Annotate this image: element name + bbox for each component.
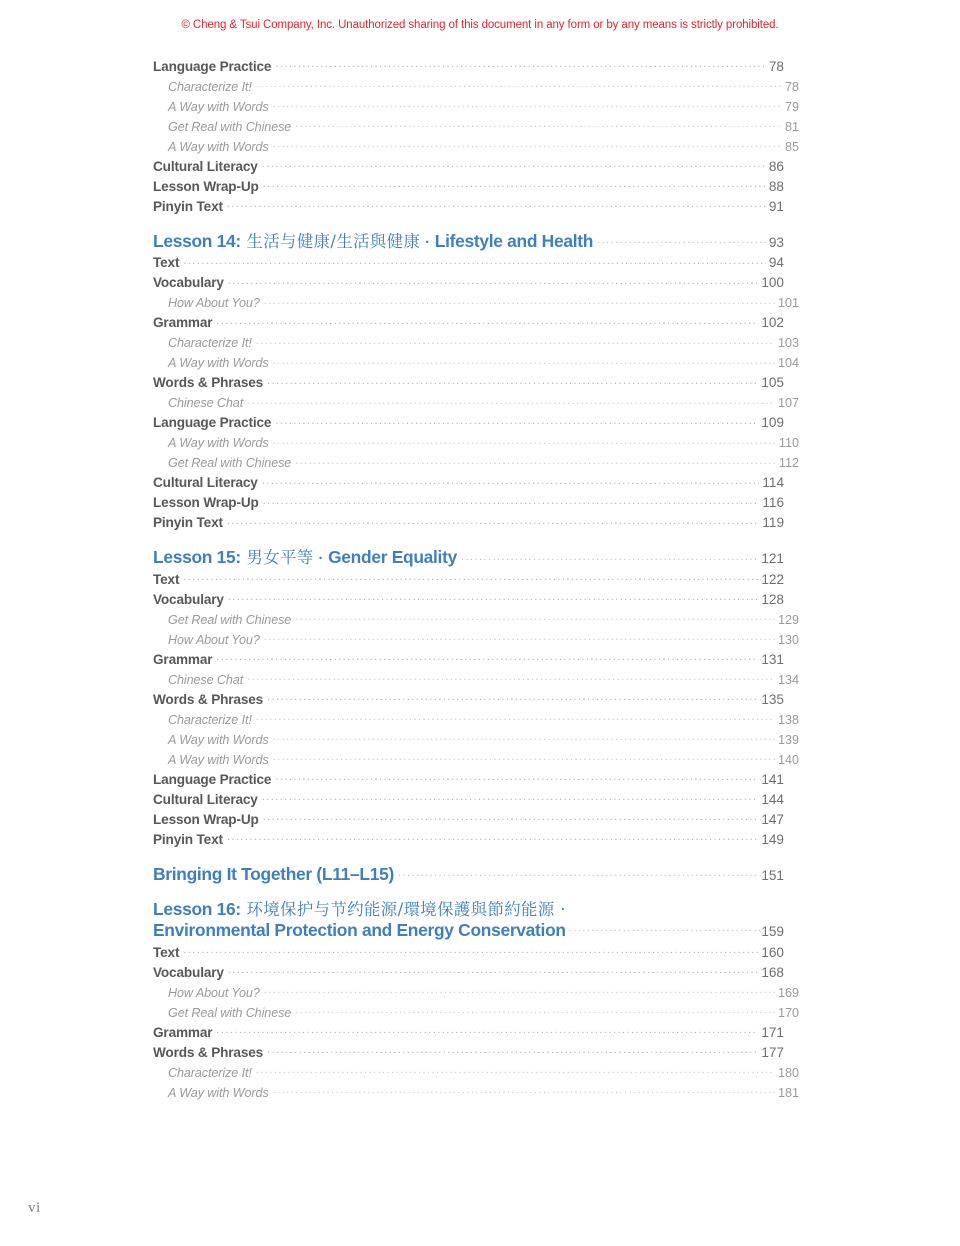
dot-leader [216,1021,758,1037]
dot-leader [227,828,758,844]
toc-entry-label: Words & Phrases [153,1045,264,1061]
toc-entry-vocabulary[interactable] [153,271,784,291]
toc-entry-label: A Way with Words [168,140,269,154]
toc-lesson-heading-line-1 [153,899,784,920]
toc-page-number: 122 [761,571,784,587]
toc-lesson-english-title: Lifestyle and Health [434,231,594,251]
toc-entry-a-way-with-words[interactable] [153,351,799,371]
toc-entry-label: Vocabulary [153,275,224,291]
toc-entry-label: Chinese Chat [168,672,244,687]
toc-entry-label: Chinese Chat [168,396,244,411]
dot-leader [273,431,776,447]
toc-entry-label: Language Practice [153,59,272,74]
toc-page-number: 101 [777,296,799,311]
toc-entry-a-way-with-words[interactable] [153,1081,799,1101]
toc-entry-label: Pinyin Text [153,199,223,214]
toc-page-number: 135 [761,691,784,707]
toc-entry-chinese-chat[interactable] [153,668,799,688]
toc-entry-label: A Way with Words [168,1086,269,1101]
dot-leader [264,981,775,997]
dot-leader [461,547,758,563]
dot-leader [597,231,766,247]
toc-entry-cultural-literacy[interactable] [153,471,784,491]
toc-entry-label: Characterize It! [168,336,252,351]
toc-page-number: 180 [777,1066,799,1081]
dot-leader [216,648,758,664]
toc-entry-get-real-with-chinese[interactable] [153,1001,799,1021]
toc-lesson-english-title: Environmental Protection and Energy Conservation [153,919,566,940]
toc-entry-chinese-chat[interactable] [153,391,799,411]
toc-lesson-label: Lesson 16: [153,899,241,920]
dot-leader [267,371,758,387]
toc-page-number: 149 [761,831,784,847]
dot-leader [275,55,766,71]
dot-leader [264,291,775,307]
toc-entry-label: Text [153,571,180,587]
toc-page-number: 78 [784,80,799,94]
toc-entry-label: How About You? [168,296,260,311]
toc-lesson-label: Lesson 14: 生活与健康/生活與健康 · Lifestyle and Health [153,231,594,251]
dot-leader [295,115,782,131]
toc-entry-label: A Way with Words [168,356,269,371]
page-folio: vi [28,1200,41,1216]
toc-entry-label: A Way with Words [168,436,269,451]
toc-page-number: 159 [761,923,784,939]
toc-entry-words-phrases[interactable] [153,371,784,391]
dot-leader [264,628,775,644]
dot-leader [262,155,766,171]
dot-leader [216,311,758,327]
toc-entry-label: Lesson Wrap-Up [153,179,259,194]
toc-lesson-chinese-title: 环境保护与节约能源/環境保護與節約能源 · [240,900,566,920]
toc-entry-pinyin-text[interactable] [153,195,784,215]
toc-entry-a-way-with-words[interactable] [153,728,799,748]
dot-leader [247,391,775,407]
toc-entry-label: A Way with Words [168,732,269,747]
toc-entry-label: Vocabulary [153,965,224,981]
dot-leader [263,808,759,824]
toc-entry-lesson-wrap-up[interactable] [153,808,784,828]
toc-entry-characterize-it[interactable] [153,1061,799,1081]
dot-leader [183,941,758,957]
toc-entry-how-about-you[interactable] [153,291,799,311]
toc-entry-label: Get Real with Chinese [168,456,292,471]
dot-leader [263,175,766,191]
toc-entry-label: Get Real with Chinese [168,612,292,627]
toc-entry-label: Cultural Literacy [153,791,258,807]
toc-lesson-english-title: Gender Equality [328,547,457,568]
toc-entry-words-phrases[interactable] [153,1041,784,1061]
toc-lesson-separator-dot: · [421,234,434,251]
dot-leader [228,588,759,604]
toc-entry-label: Get Real with Chinese [168,120,292,134]
toc-page-number: 88 [768,179,784,194]
toc-entry-label: Pinyin Text [153,515,223,531]
dot-leader [569,920,761,936]
dot-leader [183,568,758,584]
toc-entry-label: Characterize It! [168,80,252,94]
toc-entry-label: Language Practice [153,415,272,431]
toc-entry-label: Words & Phrases [153,691,264,707]
dot-leader [273,1081,775,1097]
toc-entry-lesson-wrap-up[interactable] [153,491,784,511]
toc-page-number: 138 [777,712,799,727]
dot-leader [256,1061,775,1077]
toc-lesson-heading-bringing-it-together-l11-l15[interactable] [153,864,784,883]
dot-leader [256,331,775,347]
toc-entry-label: How About You? [168,632,260,647]
toc-entry-language-practice[interactable] [153,55,784,75]
toc-entry-characterize-it[interactable] [153,708,799,728]
toc-entry-label: Lesson Wrap-Up [153,811,259,827]
toc-entry-a-way-with-words[interactable] [153,135,799,155]
toc-entry-label: Grammar [153,651,213,667]
toc-page-number: 116 [762,495,784,511]
toc-page-number: 81 [784,120,799,134]
dot-leader [262,471,760,487]
toc-entry-pinyin-text[interactable] [153,828,784,848]
toc-entry-get-real-with-chinese[interactable] [153,608,799,628]
toc-entry-get-real-with-chinese[interactable] [153,451,799,471]
toc-entry-label: Language Practice [153,771,272,787]
toc-page-number: 103 [777,336,799,351]
toc-page-number: 121 [761,551,784,567]
toc-entry-characterize-it[interactable] [153,331,799,351]
dot-leader [295,1001,775,1017]
dot-leader [267,1041,758,1057]
toc-page-number: 168 [761,965,784,981]
toc-lesson-label: Lesson 15: 男女平等 · Gender Equality [153,547,457,568]
toc-entry-a-way-with-words[interactable] [153,748,799,768]
toc-page-number: 147 [761,811,784,827]
toc-page-number: 160 [761,945,784,961]
toc-entry-label: Cultural Literacy [153,159,258,174]
toc-entry-language-practice[interactable] [153,411,784,431]
dot-leader [273,95,782,111]
dot-leader [273,728,775,744]
toc-lesson-heading-line-2 [153,920,784,941]
toc-page-number: 177 [761,1045,784,1061]
toc-entry-cultural-literacy[interactable] [153,788,784,808]
toc-page-number: 169 [777,986,799,1001]
toc-entry-label: Characterize It! [168,712,252,727]
toc-entry-vocabulary[interactable] [153,961,784,981]
toc-page-number: 139 [777,732,799,747]
toc-entry-get-real-with-chinese[interactable] [153,115,799,135]
dot-leader [273,748,775,764]
toc-page-number: 94 [768,255,784,271]
toc-entry-grammar[interactable] [153,311,784,331]
toc-entry-grammar[interactable] [153,648,784,668]
toc-page-number: 109 [761,415,784,431]
dot-leader [227,195,766,211]
toc-page-number: 134 [777,672,799,687]
toc-page-number: 107 [777,396,799,411]
toc-entry-cultural-literacy[interactable] [153,155,784,175]
toc-lesson-chinese-title: 生活与健康/生活與健康 [240,232,421,251]
toc-entry-label: Lesson Wrap-Up [153,495,259,511]
toc-page-number: 85 [784,140,799,154]
toc-lesson-chinese-title: 男女平等 [240,548,314,568]
copyright-notice: © Cheng & Tsui Company, Inc. Unauthorized sharing of this document in any form or by any means is strictly prohibited. [181,19,779,31]
toc-page-number: 112 [778,456,799,471]
toc-entry-text[interactable] [153,941,784,961]
toc-entry-label: A Way with Words [168,752,269,767]
toc-page-number: 86 [768,159,784,174]
toc-page-number: 140 [777,752,799,767]
toc-entry-label: Words & Phrases [153,375,264,391]
toc-entry-label: Grammar [153,1025,213,1041]
toc-page-number: 130 [777,632,799,647]
toc-entry-label: A Way with Words [168,100,269,114]
toc-page-number: 171 [761,1025,784,1041]
dot-leader [267,688,758,704]
toc-lesson-heading-lesson-14[interactable] [153,231,784,250]
toc-page-number: 104 [777,356,799,371]
toc-entry-vocabulary[interactable] [153,588,784,608]
toc-entry-label: Characterize It! [168,1066,252,1081]
toc-page-number: 141 [761,771,784,787]
toc-entry-a-way-with-words[interactable] [153,431,799,451]
toc-page-number: 144 [761,791,784,807]
dot-leader [262,788,759,804]
dot-leader [256,75,782,91]
toc-page-number: 181 [777,1086,799,1101]
toc-entry-label: Pinyin Text [153,831,223,847]
dot-leader [227,511,759,527]
toc-lesson-heading-lesson-15[interactable] [153,547,784,566]
toc-page-number: 78 [768,59,784,74]
toc-page-number: 105 [761,375,784,391]
dot-leader [273,351,775,367]
toc-entry-lesson-wrap-up[interactable] [153,175,784,195]
toc-entry-label: How About You? [168,986,260,1001]
toc-page-number: 128 [761,591,784,607]
toc-lesson-heading-lesson-16[interactable] [153,899,784,940]
toc-entry-text[interactable] [153,251,784,271]
dot-leader [295,608,775,624]
toc-entry-label: Cultural Literacy [153,475,258,491]
toc-entry-how-about-you[interactable] [153,628,799,648]
toc-page-number: 102 [761,315,784,331]
toc-entry-grammar[interactable] [153,1021,784,1041]
toc-entry-a-way-with-words[interactable] [153,95,799,115]
toc-page-number: 93 [768,235,784,250]
toc-entry-label: Text [153,945,180,961]
dot-leader [228,271,759,287]
toc-page-number: 114 [762,475,784,491]
toc-entry-language-practice[interactable] [153,768,784,788]
toc-page-number: 170 [777,1006,799,1021]
dot-leader [247,668,775,684]
toc-entry-characterize-it[interactable] [153,75,799,95]
toc-entry-how-about-you[interactable] [153,981,799,1001]
dot-leader [228,961,759,977]
dot-leader [256,708,775,724]
toc-page-number: 151 [761,867,784,883]
toc-entry-label: Vocabulary [153,591,224,607]
toc-entry-text[interactable] [153,568,784,588]
dot-leader [263,491,760,507]
toc-lesson-separator-dot: · [314,550,328,568]
table-of-contents [153,55,799,1101]
toc-entry-words-phrases[interactable] [153,688,784,708]
toc-page-number: 91 [768,199,784,214]
dot-leader [398,864,758,880]
dot-leader [295,451,776,467]
dot-leader [183,251,766,267]
toc-entry-pinyin-text[interactable] [153,511,784,531]
toc-page-number: 100 [761,275,784,291]
toc-page-number: 110 [778,436,799,451]
toc-page-number: 79 [784,100,799,114]
dot-leader [273,135,782,151]
toc-entry-label: Get Real with Chinese [168,1006,292,1021]
toc-page-number: 119 [762,515,784,531]
dot-leader [275,768,758,784]
toc-lesson-label: Bringing It Together (L11–L15) [153,863,394,884]
toc-entry-label: Grammar [153,315,213,331]
dot-leader [275,411,758,427]
toc-page-number: 131 [761,651,784,667]
toc-entry-label: Text [153,255,180,271]
toc-page-number: 129 [777,612,799,627]
